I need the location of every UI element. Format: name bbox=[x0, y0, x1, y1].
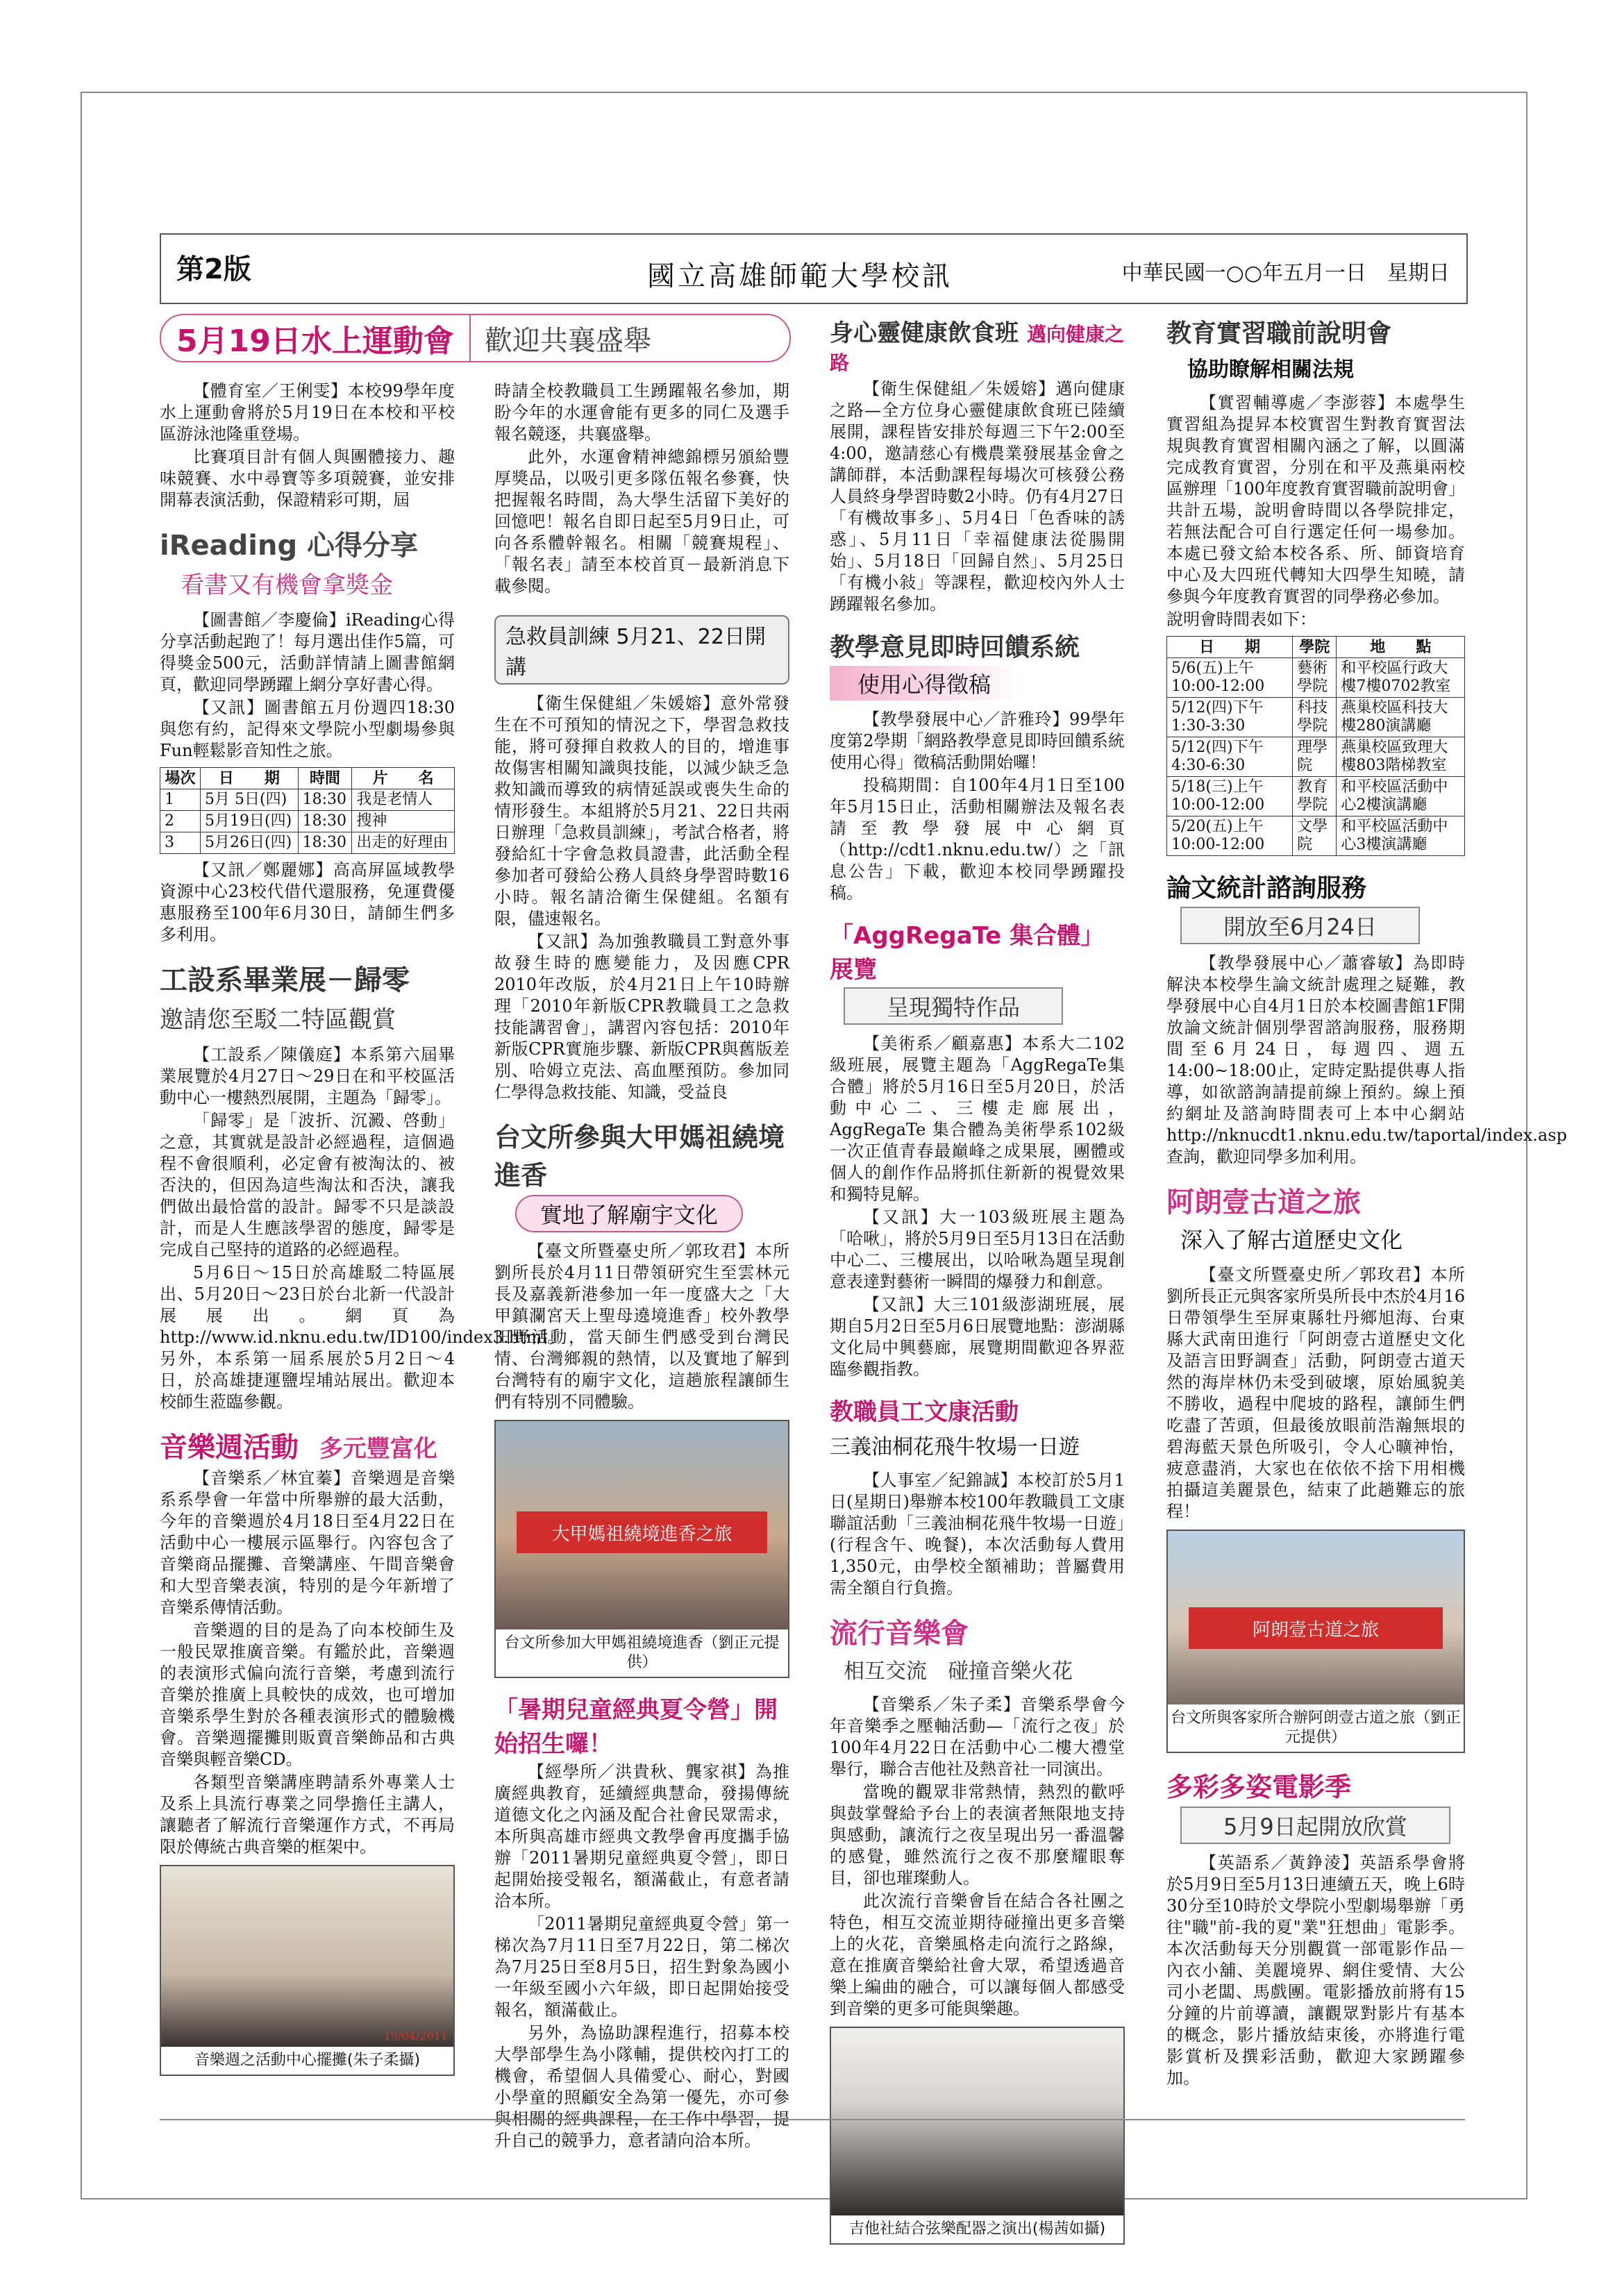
article-text: 【工設系／陳儀庭】本系第六屆畢業展覽於4月27日～29日在和平校區活動中心一樓熱烈展開，主題為「歸零」。 bbox=[160, 1045, 455, 1107]
subhead-aggregate-exhibit: 呈現獨特作品 bbox=[844, 987, 1063, 1025]
subhead-mazu-pilgrimage: 實地了解廟宇文化 bbox=[515, 1195, 743, 1232]
column-4 bbox=[1166, 314, 1567, 2090]
subhead-internship: 協助瞭解相關法規 bbox=[1187, 358, 1354, 382]
bottom-rule bbox=[160, 2119, 1465, 2120]
subhead-pop-concert: 相互交流 碰撞音樂火花 bbox=[844, 1659, 1073, 1684]
article-text: 【圖書館／李慶倫】iReading心得分享活動起跑了！每月選出佳作5篇，可得獎金500元，活動詳情請上圖書館網頁，歡迎同學踴躍上網分享好書心得。 bbox=[160, 610, 455, 694]
table-cell: 18:30 bbox=[298, 811, 352, 832]
table-cell: 18:30 bbox=[298, 832, 352, 854]
subhead-staff-outing: 三義油桐花飛牛牧場一日遊 bbox=[830, 1435, 1080, 1459]
headline-internship: 教育實習職前說明會 bbox=[1166, 319, 1392, 348]
table-cell: 5/6(五)上午 10:00-12:00 bbox=[1167, 658, 1293, 698]
first-aid-heading-wrap bbox=[494, 615, 789, 693]
session-schedule-table bbox=[1166, 636, 1465, 856]
photo-music-week bbox=[160, 1865, 455, 2076]
photo-banner-text: 大甲媽祖繞境進香之旅 bbox=[517, 1511, 767, 1553]
headline-aggregate-exhibit: 「AggRegaTe 集合體」展覽 bbox=[830, 922, 1105, 984]
music-week-title: 音樂週活動 bbox=[160, 1432, 299, 1464]
photo-mazu-pilgrimage bbox=[494, 1420, 789, 1678]
table-cell: 教育學院 bbox=[1293, 777, 1337, 816]
article-text: 「歸零」是「波折、沉澱、啓動」之意，其實就是設計必經過程，這個過程不會很順利，必定會有被淘汰的、被否決的，但因為這些淘汰和否決，讓我們做出最恰當的設計。歸零不只是談設計，而是人生應該學習的態度，歸零是完成自己堅持的道路的必經過程。 bbox=[160, 1111, 455, 1259]
article-text: 【又訊】大三101級澎湖班展，展期自5月2日至5月6日展覽地點：澎湖縣文化局中興藝廊，展覽期間歡迎各界蒞臨參觀指教。 bbox=[830, 1295, 1125, 1379]
article-text: 此次流行音樂會旨在結合各社團之特色，相互交流並期待碰撞出更多音樂上的火花，音樂風格走向流行之路線，意在推廣音樂給社會大眾，希望透過音樂上編曲的融合，可以讓每個人都感受到音樂的更多可能與樂趣。 bbox=[830, 1891, 1125, 2018]
subhead-alangyi-trail: 深入了解古道歷史文化 bbox=[1180, 1227, 1403, 1253]
issue-date: 中華民國一○○年五月一日 星期日 bbox=[1121, 261, 1450, 285]
headline-film-festival: 多彩多姿電影季 bbox=[1166, 1772, 1352, 1802]
headline-design-expo: 工設系畢業展－歸零 bbox=[160, 964, 410, 996]
photo-alangyi-trail bbox=[1166, 1530, 1465, 1753]
table-cell: 藝術學院 bbox=[1293, 658, 1337, 698]
headline-staff-outing: 教職員工文康活動 bbox=[830, 1398, 1019, 1426]
swim-meet-banner bbox=[160, 314, 791, 362]
article-text: 【音樂系／林宜蓁】音樂週是音樂系系學會一年當中所舉辦的最大活動，今年的音樂週於4月18日至4月22日在活動中心一樓展示區舉行。內容包含了音樂商品擺攤、音樂講座、午間音樂會和大型音樂表演，特別的是今年新增了音樂系傳情活動。 bbox=[160, 1468, 455, 1617]
article-text: 比賽項目計有個人與團體接力、趣味競賽、水中尋寶等多項競賽，並安排開幕表演活動，保證精彩可期，屆 bbox=[160, 447, 455, 510]
table-cell: 燕巢校區科技大樓280演講廳 bbox=[1337, 698, 1465, 737]
film-schedule-table bbox=[160, 767, 455, 854]
photo-caption: 吉他社結合弦樂配器之演出(楊茜如攝) bbox=[848, 2220, 1106, 2238]
table-row bbox=[1167, 737, 1465, 777]
article-text: 【音樂系／朱子柔】音樂系學會今年音樂季之壓軸活動—「流行之夜」於100年4月22日在活動中心二樓大禮堂舉行，聯合吉他社及熱音社一同演出。 bbox=[830, 1695, 1125, 1779]
swim-meet-title: 5月19日水上運動會 bbox=[176, 324, 454, 359]
photo-image bbox=[161, 1866, 453, 2047]
photo-banner-text: 阿朗壹古道之旅 bbox=[1189, 1607, 1443, 1649]
table-cell: 5/12(四)下午 1:30-3:30 bbox=[1167, 698, 1293, 737]
article-text: 【又訊／鄭麗娜】高高屏區域教學資源中心23校代借代還服務，免運費優惠服務至100年6月30日，請師生們多多利用。 bbox=[160, 860, 455, 944]
healthy-diet-subtitle: 邁向健康之路 bbox=[830, 323, 1124, 374]
photo-caption: 台文所參加大甲媽祖繞境進香（劉正元提供） bbox=[504, 1634, 780, 1671]
table-cell: 出走的好理由 bbox=[352, 832, 455, 854]
photo-image bbox=[1168, 1531, 1464, 1704]
headline-mazu-pilgrimage: 台文所參與大甲媽祖繞境進香 bbox=[494, 1122, 785, 1191]
subhead-thesis-stats: 開放至6月24日 bbox=[1180, 907, 1420, 944]
article-text: 音樂週的目的是為了向本校師生及一般民眾推廣音樂。有鑑於此，音樂週的表演形式偏向流行音樂，考慮到流行音樂於推廣上具較快的成效，也可增加音樂系學生對於各種表演形式的體驗機會。音樂週擺攤則販賣音樂飾品和古典音樂與輕音樂CD。 bbox=[160, 1620, 455, 1769]
table-cell: 3 bbox=[160, 832, 201, 854]
article-text: 【又訊】為加強教職員工對意外事故發生時的應變能力，及因應CPR 2010年改版，於4月21日上午10時辦理「2010年新版CPR教職員工之急救技能講習會」，講習內容包括：2010年新版CPR實施步驟、新版CPR與舊版差別、哈姆立克法、高血壓預防。參加同仁學得急救技能、知識，受益良 bbox=[494, 932, 789, 1102]
table-cell: 1 bbox=[160, 789, 201, 811]
article-text: 此外，水運會精神總錦標另頒給豐厚獎品，以吸引更多隊伍報名參賽，快把握報名時間，為大學生活留下美好的回憶吧！報名自即日起至5月9日止，可向各系體幹報名。相關「競賽規程」、「報名表」請至本校首頁－最新消息下載參閱。 bbox=[494, 447, 789, 596]
photo-caption: 台文所與客家所合辦阿朗壹古道之旅（劉正元提供） bbox=[1171, 1709, 1462, 1746]
table-cell: 我是老情人 bbox=[352, 789, 455, 811]
table-header: 學院 bbox=[1293, 637, 1337, 658]
article-text: 另外，為協助課程進行，招募本校大學部學生為小隊輔，提供校內打工的機會，希望個人具備愛心、耐心，對國小學童的照顧安全為第一優先，亦可參與相關的經典課程，在工作中學習，提升自己的競爭力，意者請向洽本所。 bbox=[494, 2023, 789, 2150]
table-cell: 5月 5日(四) bbox=[201, 789, 299, 811]
article-text: 時請全校教職員工生踴躍報名參加，期盼今年的水運會能有更多的同仁及選手報名競逐，共襄盛舉。 bbox=[494, 381, 789, 444]
table-header: 日 期 bbox=[201, 768, 299, 789]
first-aid-headline: 急救員訓練 5月21、22日開講 bbox=[494, 615, 789, 685]
article-text: 【美術系／顧嘉惠】本系大二102級班展，展覽主題為「AggRegaTe集合體」將於5月16日至5月20日，於活動中心二、三樓走廊展出，AggRegaTe 集合體為美術學系102級一次正值青春最巔峰之成果展，團體或個人的創作作品將抓住新新的視覺效果和獨特見解。 bbox=[830, 1034, 1125, 1204]
table-header: 片 名 bbox=[352, 768, 455, 789]
subhead-feedback-system: 使用心得徵稿 bbox=[830, 666, 1019, 701]
table-header: 日 期 bbox=[1167, 637, 1293, 658]
headline-pop-concert: 流行音樂會 bbox=[830, 1618, 969, 1650]
table-cell: 和平校區活動中心2樓演講廳 bbox=[1337, 777, 1465, 816]
article-text: 5月6日～15日於高雄駁二特區展出、5月20日～23日於台北新一代設計展展出。網頁為http://www.id.nknu.edu.tw/ID100/index3.html。另外，本系第一屆系展於5月2日～4日，於高雄捷運鹽埕埔站展出。歡迎本校師生蒞臨參觀。 bbox=[160, 1263, 564, 1411]
photo-image bbox=[496, 1421, 788, 1629]
table-header: 場次 bbox=[160, 768, 201, 789]
table-cell: 18:30 bbox=[298, 789, 352, 811]
article-text: 【衛生保健組／朱媛嫆】邁向健康之路—全方位身心靈健康飲食班已陸續展開，課程皆安排於每週三下午2:00至4:00，邀請慈心有機農業發展基金會之講師群，本活動課程每場次可核發公務人員終身學習時數2小時。仍有4月27日「有機故事多」、5月4日「色香味的誘惑」、5月11日「幸福健康法從腸開始」、5月18日「回歸自然」、5月25日「有機小敍」等課程，歡迎校內外人士踴躍報名參加。 bbox=[830, 379, 1125, 614]
newspaper-title: 國立高雄師範大學校訊 bbox=[647, 260, 953, 292]
edition-number: 第2版 bbox=[176, 253, 251, 285]
article-text: 各類型音樂講座聘請系外專業人士及系上具流行專業之同學擔任主講人，讓聽者了解流行音樂運作方式，不再局限於傳統古典音樂的框架中。 bbox=[160, 1773, 455, 1857]
table-cell: 理學院 bbox=[1293, 737, 1337, 777]
article-text: 【英語系／黃錚淩】英語系學會將於5月9日至5月13日連續五天，晚上6時30分至10時於文學院小型劇場舉辦「勇往"職"前-我的夏"業"狂想曲」電影季。本次活動每天分別觀賞一部電影作品－內衣小舖、美麗境界、網住愛情、大公司小老闆、馬戲團。電影播放前將有15分鐘的片前導讀，讓觀眾對影片有基本的概念，影片播放結束後，亦將進行電影賞析及撰彩活動，歡迎大家踴躍參加。 bbox=[1166, 1853, 1465, 2088]
article-text: 【實習輔導處／李澎蓉】本處學生實習組為提昇本校實習生對教育實習法規與教育實習相關內涵之了解，以圓滿完成教育實習，分別在和平及燕巢兩校區辦理「100年度教育實習職前說明會」共計五場，說明會時間以各學院排定，若無法配合可自行選定任何一場參加。本處已發文給本校各系、所、師資培育中心及大四班代轉知大四學生知曉，請參與今年度教育實習的同學務必參加。 bbox=[1166, 393, 1465, 606]
table-cell: 文學院 bbox=[1293, 816, 1337, 856]
article-text: 【教學發展中心／蕭睿敏】為即時解決本校學生論文統計處理之疑難，教學發展中心自4月1日於本校圖書館1F開放論文統計個別學習諮詢服務，服務期間至6月24日，每週四、週五14:00~18:00止，定時定點提供專人指導，如欲諮詢請提前線上預約。線上預約網址及諮詢時間表可上本中心網站 http://nknucdt1.nknu.edu.tw/taportal/index.asp 查詢，歡迎同學多加利用。 bbox=[1166, 953, 1567, 1166]
headline-alangyi-trail: 阿朗壹古道之旅 bbox=[1166, 1187, 1361, 1218]
table-cell: 和平校區行政大樓7樓0702教室 bbox=[1337, 658, 1465, 698]
headline-thesis-stats: 論文統計諮詢服務 bbox=[1166, 874, 1367, 903]
table-header: 地 點 bbox=[1337, 637, 1465, 658]
article-text: 說明會時間表如下： bbox=[1166, 610, 1316, 629]
article-text: 【衛生保健組／朱媛嫆】意外常發生在不可預知的情況之下，學習急救技能，將可發揮自救救人的目的，增進事故傷害相關知識與技能，以減少缺乏急救知識而導致的病情延誤或喪失生命的情形發生。本組將於5月21、22日共兩日辦理「急救員訓練」，考試合格者，將發給紅十字會急救員證書，此活動全程參加者可發給公務人員終身學習時數16小時。報名請洽衛生保健組。名額有限，儘速報名。 bbox=[494, 694, 789, 928]
article-text: 「2011暑期兒童經典夏令營」第一梯次為7月11日至7月22日，第二梯次為7月25日至8月5日，招生對象為國小一年級至國小六年級，即日起開始接受報名，額滿截止。 bbox=[494, 1914, 789, 2020]
headline-summer-camp: 「暑期兒童經典夏令營」開始招生囉！ bbox=[494, 1696, 778, 1758]
subhead-design-expo: 邀請您至駁二特區觀賞 bbox=[160, 1006, 396, 1034]
photo-caption: 音樂週之活動中心擺攤(朱子柔攝) bbox=[194, 2052, 421, 2069]
table-cell: 2 bbox=[160, 811, 201, 832]
headline-healthy-diet bbox=[830, 314, 1125, 376]
table-cell: 科技學院 bbox=[1293, 698, 1337, 737]
article-text: 【臺文所暨臺史所／郭玫君】本所劉所長正元與客家所吳所長中杰於4月16日帶領學生至屏東縣牡丹鄉旭海、台東縣大武南田進行「阿朗壹古道歷史文化及語言田野調查」活動，阿朗壹古道天然的海岸林仍未受到破壞，原始風貌美不勝收，過程中爬坡的路程，讓師生們吃盡了苦頭，但最後放眼前浩瀚無垠的碧海藍天景色所吸引，令人心曠神怡，疲意盡消，大家也在依依不捨下用相機拍攝這美麗景色，結束了此趟難忘的旅程！ bbox=[1166, 1265, 1465, 1521]
photo-image bbox=[831, 2028, 1123, 2215]
healthy-diet-title: 身心靈健康飲食班 bbox=[830, 319, 1019, 347]
table-cell: 5/20(五)上午 10:00-12:00 bbox=[1167, 816, 1293, 856]
article-text: 【又訊】圖書館五月份週四18:30與您有約，記得來文學院小型劇場參與Fun輕鬆影音知性之旅。 bbox=[160, 698, 455, 760]
table-cell: 5月19日(四) bbox=[201, 811, 299, 832]
table-row bbox=[1167, 777, 1465, 816]
table-row bbox=[1167, 658, 1465, 698]
table-header: 時間 bbox=[298, 768, 352, 789]
table-row bbox=[160, 789, 455, 811]
article-text: 當晚的觀眾非常熱情，熱烈的歡呼與鼓掌聲給予台上的表演者無限地支持與感動，讓流行之夜呈現出另一番溫馨的感覺，雖然流行之夜不那麼耀眼奪目，卻也璀璨動人。 bbox=[830, 1782, 1125, 1888]
article-text: 【教學發展中心／許雅玲】99學年度第2學期「網路教學意見即時回饋系統使用心得」徵稿活動開始囉！ bbox=[830, 710, 1125, 772]
swim-meet-slogan: 歡迎共襄盛舉 bbox=[469, 315, 665, 361]
subhead-film-festival: 5月9日起開放欣賞 bbox=[1180, 1807, 1450, 1844]
article-text: 【經學所／洪貴秋、龔家祺】為推廣經典教育，延續經典慧命，發揚傳統道德文化之內涵及配合社會民眾需求，本所與高雄市經典文教學會再度攜手協辦「2011暑期兒童經典夏令營」，即日起開始接受報名，額滿截止，有意者請洽本所。 bbox=[494, 1762, 789, 1911]
headline-music-week bbox=[160, 1425, 455, 1465]
table-row bbox=[1167, 816, 1465, 856]
photo-pop-concert bbox=[830, 2027, 1125, 2245]
table-cell: 5月26日(四) bbox=[201, 832, 299, 854]
article-text: 【臺文所暨臺史所／郭玫君】本所劉所長於4月11日帶領研究生至雲林元長及嘉義新港參加一年一度盛大之「大甲鎮瀾宮天上聖母遶境進香」校外教學田野活動，當天師生們感受到台灣民情、台灣鄉親的熱情，以及實地了解到台灣特有的廟宇文化，這趟旅程讓師生們有特別不同體驗。 bbox=[494, 1241, 789, 1411]
article-text: 【又訊】大一103級班展主題為「哈啾」，將於5月9日至5月13日在活動中心二、三樓展出，以哈啾為題呈現創意表達對藝術一瞬間的爆發力和創意。 bbox=[830, 1207, 1125, 1291]
table-row bbox=[1167, 698, 1465, 737]
table-cell: 5/18(三)上午 10:00-12:00 bbox=[1167, 777, 1293, 816]
table-cell: 燕巢校區致理大樓803階梯教室 bbox=[1337, 737, 1465, 777]
music-week-subtitle: 多元豐富化 bbox=[319, 1435, 437, 1463]
photo-date-stamp: 19/04/2011 bbox=[383, 2029, 448, 2043]
subhead-ireading: 看書又有機會拿獎金 bbox=[181, 571, 393, 599]
article-text: 【體育室／王俐雯】本校99學年度水上運動會將於5月19日在本校和平校區游泳池隆重登場。 bbox=[160, 381, 455, 444]
table-cell: 5/12(四)下午 4:30-6:30 bbox=[1167, 737, 1293, 777]
article-text: 【人事室／紀錦誠】本校訂於5月1日(星期日)舉辦本校100年教職員工文康聯誼活動「三義油桐花飛牛牧場一日遊」(行程含午、晚餐)，本次活動每人費用1,350元，由學校全額補助；普屬費用需全額自行負擔。 bbox=[830, 1470, 1125, 1598]
headline-ireading: iReading 心得分享 bbox=[160, 530, 419, 562]
headline-feedback-system: 教學意見即時回饋系統 bbox=[830, 633, 1080, 662]
column-2 bbox=[494, 380, 789, 2153]
table-cell: 和平校區活動中心3樓演講廳 bbox=[1337, 816, 1465, 856]
table-row bbox=[160, 811, 455, 832]
masthead bbox=[160, 233, 1468, 304]
table-row bbox=[160, 832, 455, 854]
table-cell: 搜神 bbox=[352, 811, 455, 832]
column-3 bbox=[830, 314, 1125, 2252]
article-text: 投稿期間：自100年4月1日至100年5月15日止，活動相關辦法及報名表請至教學發展中心網頁（http://cdt1.nknu.edu.tw/）之「訊息公告」下載，歡迎本校同學踴躍投稿。 bbox=[830, 776, 1125, 903]
